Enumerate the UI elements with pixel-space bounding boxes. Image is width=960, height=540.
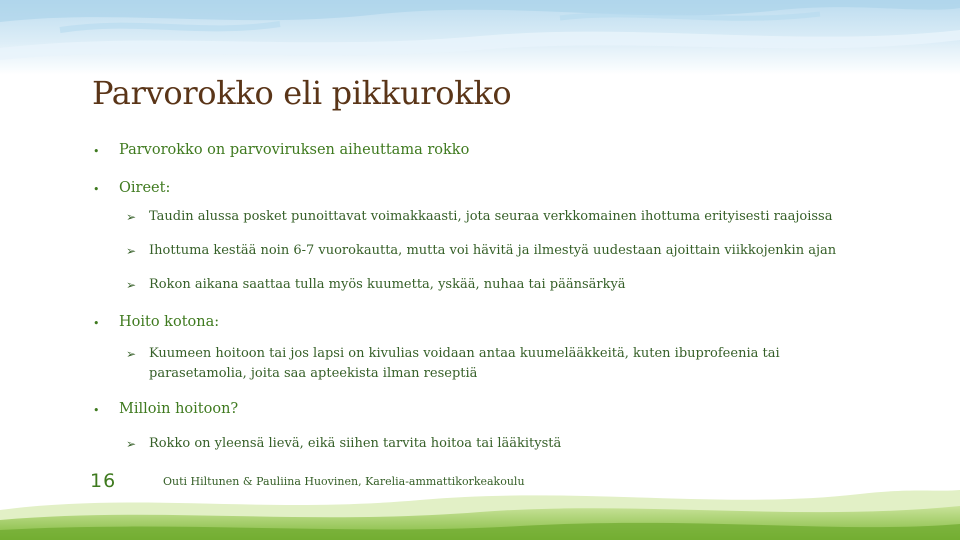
arrow-icon: ➢ [126, 244, 137, 258]
sub-bullet-text: Rokko on yleensä lievä, eikä siihen tarvita hoitoa tai lääkitystä [149, 436, 562, 451]
sub-bullet-text: Taudin alussa posket punoittavat voimakkaasti, jota seuraa verkkomainen ihottuma erityisesti raajoissa [149, 209, 833, 224]
bullet-dot: • [93, 183, 100, 196]
page-number: 16 [90, 470, 117, 492]
bullet-dot: • [93, 317, 100, 330]
sub-bullet-text: Ihottuma kestää noin 6-7 vuorokautta, mutta voi hävitä ja ilmestyä uudestaan ajoittain viikkojenkin ajan [149, 243, 837, 258]
arrow-icon: ➢ [126, 347, 137, 361]
footer-text: Outi Hiltunen & Pauliina Huovinen, Karelia-ammattikorkeakoulu [163, 475, 525, 488]
slide-title: Parvorokko eli pikkurokko [92, 74, 512, 112]
bullet-text: Hoito kotona: [119, 314, 220, 330]
sub-bullet-text: Kuumeen hoitoon tai jos lapsi on kivulias voidaan antaa kuumelääkkeitä, kuten ibuprofeenia tai parasetamolia, joita saa apteekista ilman reseptiä [149, 346, 780, 381]
sky-watercolor-background [0, 0, 960, 75]
bullet-text: Parvorokko on parvoviruksen aiheuttama rokko [119, 142, 470, 158]
arrow-icon: ➢ [126, 437, 137, 451]
bullet-dot: • [93, 145, 100, 158]
bullet-text: Milloin hoitoon? [119, 401, 239, 417]
bullet-dot: • [93, 404, 100, 417]
arrow-icon: ➢ [126, 210, 137, 224]
bullet-text: Oireet: [119, 180, 171, 196]
sub-bullet-text: Rokon aikana saattaa tulla myös kuumetta, yskää, nuhaa tai päänsärkyä [149, 277, 626, 292]
arrow-icon: ➢ [126, 278, 137, 292]
